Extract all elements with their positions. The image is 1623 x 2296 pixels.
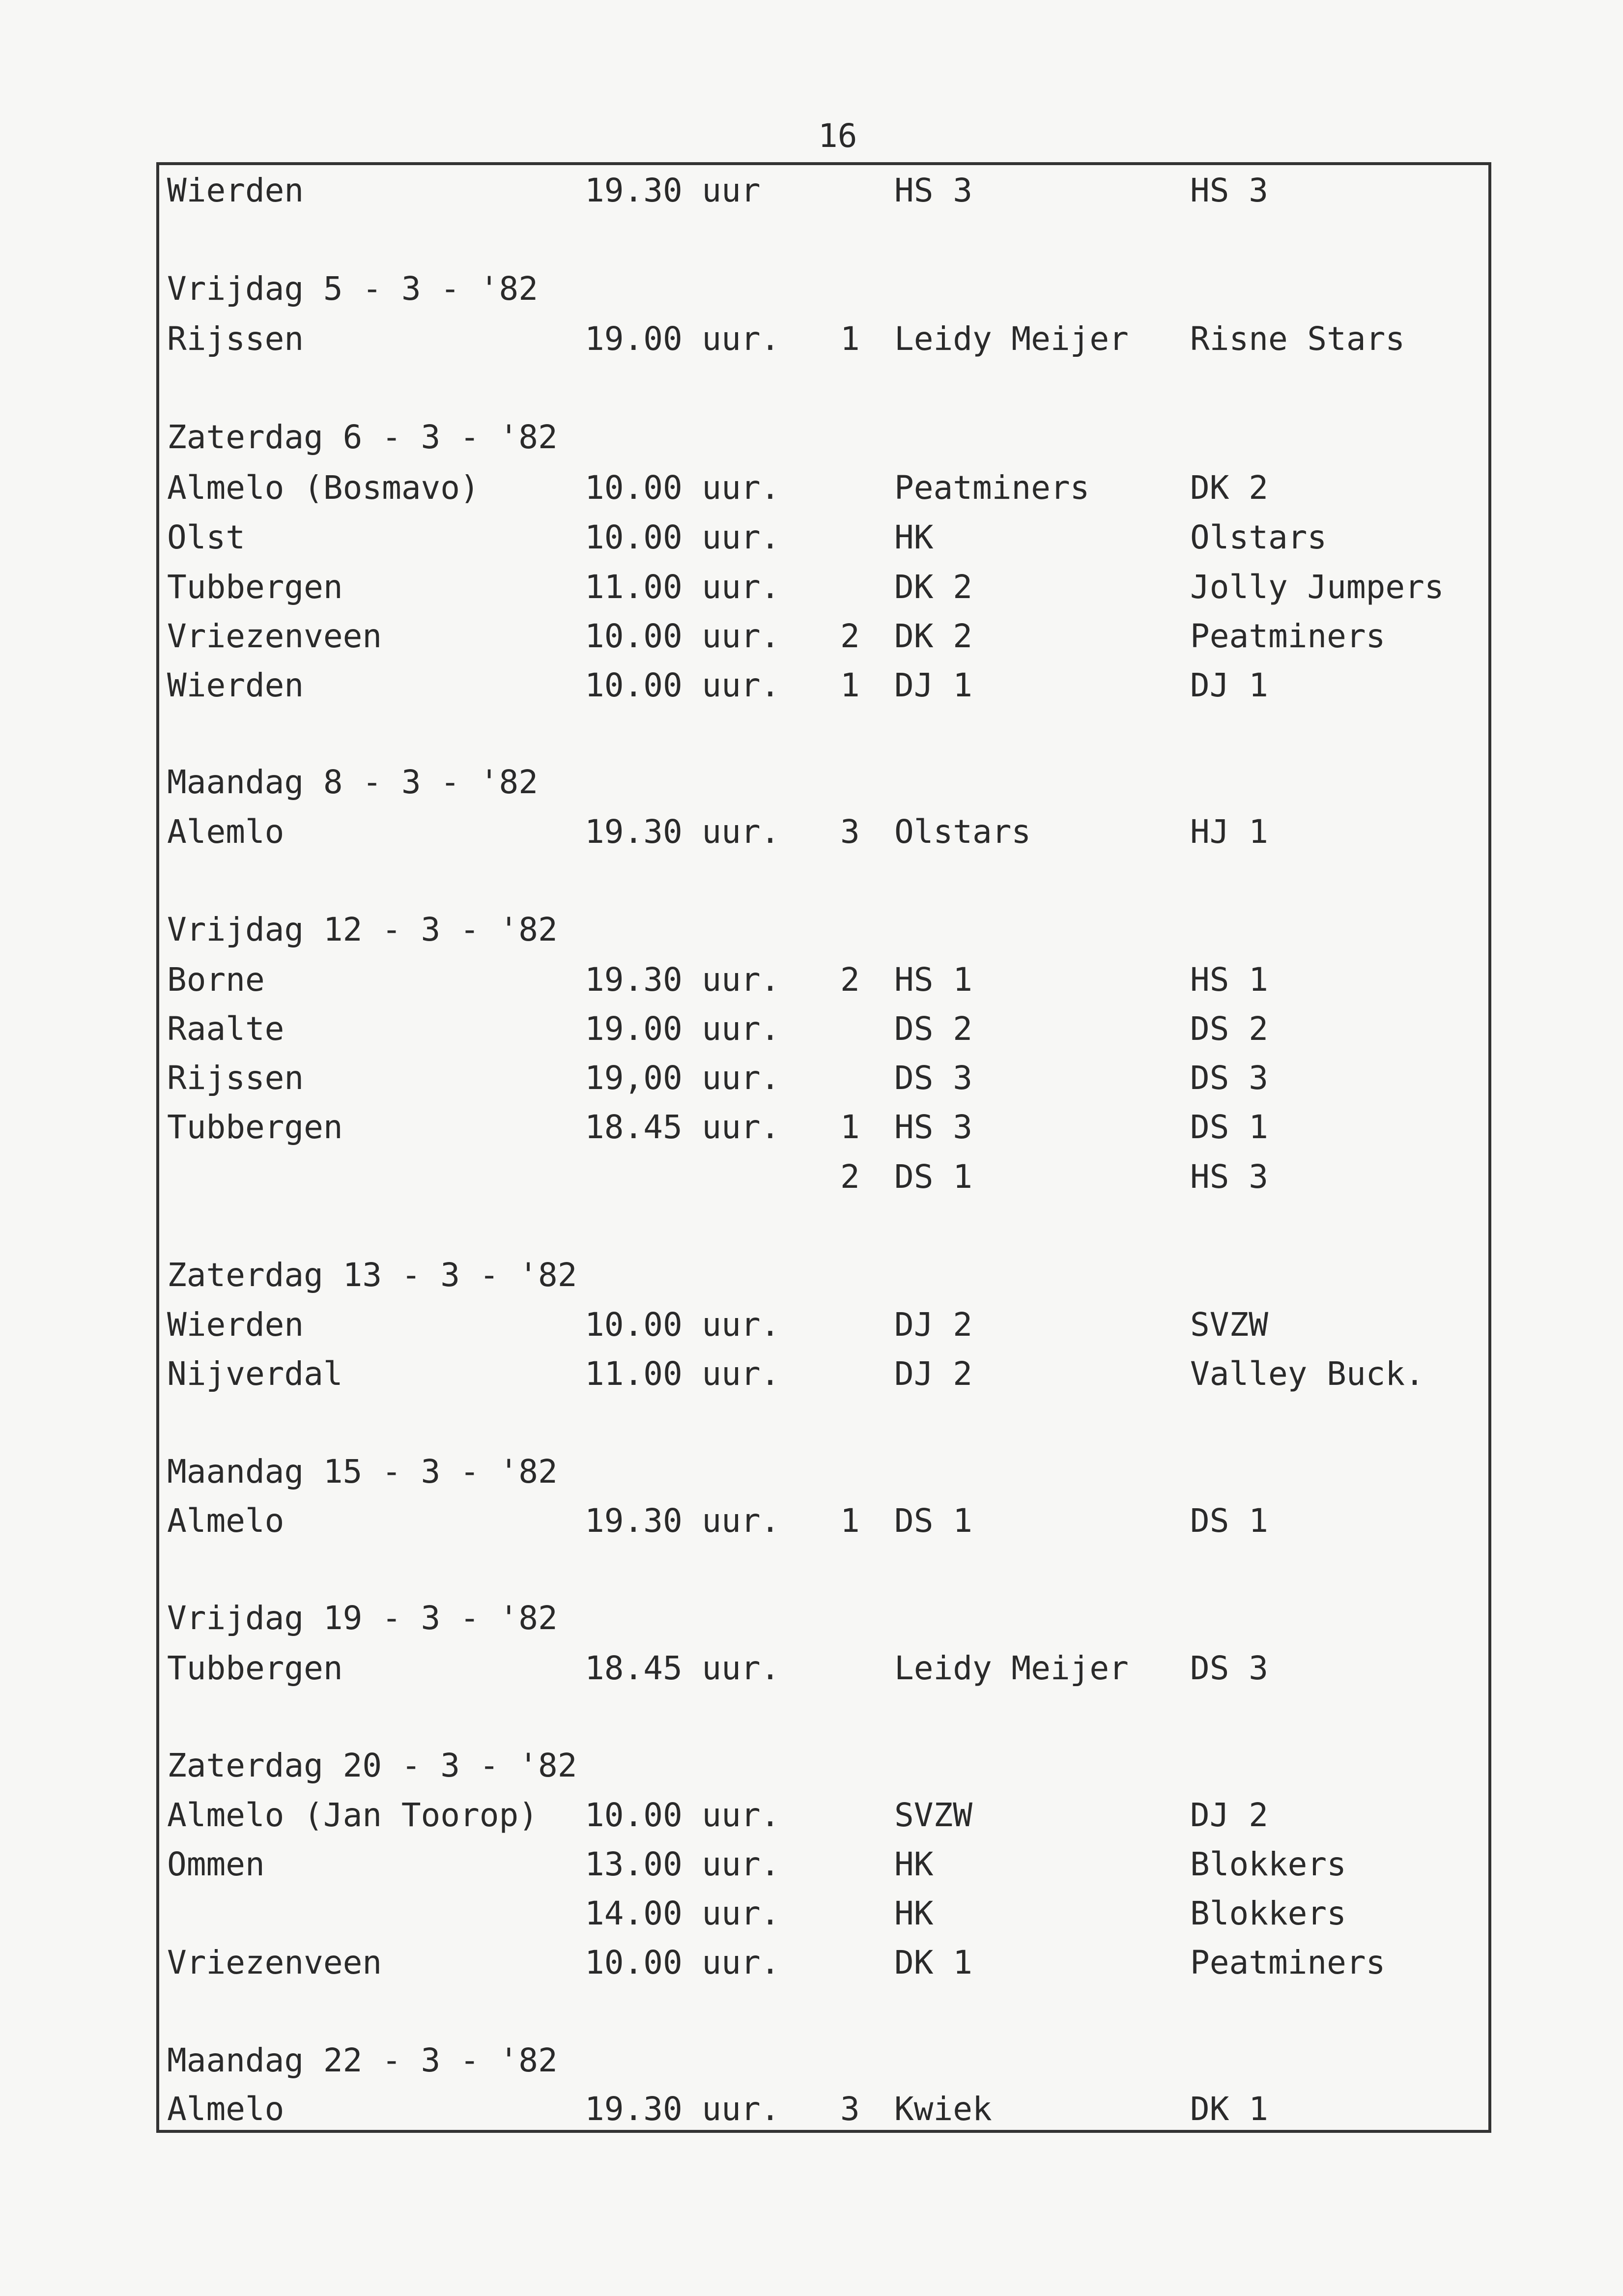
row-home-team: HK	[894, 1845, 934, 1883]
row-home-team: DS 1	[894, 1158, 972, 1196]
row-home-team: DS 3	[894, 1059, 972, 1097]
row-place: Wierden	[167, 1306, 304, 1344]
row-home-team: HK	[894, 518, 934, 556]
day-heading: Vrijdag 5 - 3 - '82	[167, 270, 538, 308]
row-home-team: HS 3	[894, 1108, 972, 1146]
row-away-team: Blokkers	[1190, 1894, 1346, 1932]
row-away-team: DS 3	[1190, 1059, 1268, 1097]
row-home-team: DS 1	[894, 1502, 972, 1540]
row-time: 10.00 uur.	[585, 518, 780, 556]
row-home-team: DJ 2	[894, 1306, 972, 1344]
row-home-team: Olstars	[894, 813, 1031, 851]
row-away-team: DJ 2	[1190, 1796, 1268, 1834]
row-number: 1	[840, 1108, 860, 1146]
row-time: 10.00 uur.	[585, 1796, 780, 1834]
row-time: 11.00 uur.	[585, 1355, 780, 1393]
row-time: 10.00 uur.	[585, 617, 780, 655]
row-time: 19.30 uur	[585, 172, 761, 209]
row-place: Tubbergen	[167, 1108, 343, 1146]
row-home-team: HK	[894, 1894, 934, 1932]
row-away-team: Valley Buck.	[1190, 1355, 1424, 1393]
row-number: 1	[840, 320, 860, 358]
row-away-team: HS 3	[1190, 172, 1268, 209]
row-number: 2	[840, 617, 860, 655]
day-heading: Zaterdag 20 - 3 - '82	[167, 1747, 577, 1784]
row-number: 2	[840, 961, 860, 999]
row-place: Ommen	[167, 1845, 265, 1883]
day-heading: Maandag 22 - 3 - '82	[167, 2041, 558, 2079]
row-number: 2	[840, 1158, 860, 1196]
row-home-team: DK 1	[894, 1944, 972, 1981]
day-heading: Maandag 15 - 3 - '82	[167, 1453, 558, 1491]
row-home-team: SVZW	[894, 1796, 972, 1834]
row-place: Rijssen	[167, 320, 304, 358]
row-away-team: DS 3	[1190, 1649, 1268, 1687]
row-time: 19.00 uur.	[585, 320, 780, 358]
row-number: 1	[840, 1502, 860, 1540]
row-home-team: Kwiek	[894, 2090, 992, 2128]
row-time: 18.45 uur.	[585, 1649, 780, 1687]
row-home-team: HS 1	[894, 961, 972, 999]
row-time: 19.30 uur.	[585, 2090, 780, 2128]
row-time: 14.00 uur.	[585, 1894, 780, 1932]
row-time: 10.00 uur.	[585, 469, 780, 507]
row-home-team: HS 3	[894, 172, 972, 209]
row-away-team: HS 3	[1190, 1158, 1268, 1196]
row-home-team: DK 2	[894, 568, 972, 606]
row-away-team: Blokkers	[1190, 1845, 1346, 1883]
row-home-team: DS 2	[894, 1010, 972, 1048]
row-away-team: DK 2	[1190, 469, 1268, 507]
row-away-team: DS 1	[1190, 1108, 1268, 1146]
row-home-team: DJ 1	[894, 666, 972, 704]
row-time: 19.30 uur.	[585, 1502, 780, 1540]
row-place: Raalte	[167, 1010, 285, 1048]
day-heading: Maandag 8 - 3 - '82	[167, 763, 538, 801]
row-place: Borne	[167, 961, 265, 999]
row-place: Tubbergen	[167, 568, 343, 606]
row-home-team: DK 2	[894, 617, 972, 655]
schedule-frame	[156, 162, 1491, 2133]
row-away-team: DJ 1	[1190, 666, 1268, 704]
row-away-team: DS 1	[1190, 1502, 1268, 1540]
row-time: 10.00 uur.	[585, 1944, 780, 1981]
row-place: Almelo (Jan Toorop)	[167, 1796, 538, 1834]
row-place: Wierden	[167, 666, 304, 704]
day-heading: Vrijdag 12 - 3 - '82	[167, 911, 558, 948]
row-time: 10.00 uur.	[585, 666, 780, 704]
row-home-team: Leidy Meijer	[894, 320, 1129, 358]
row-place: Wierden	[167, 172, 304, 209]
row-away-team: Peatminers	[1190, 617, 1386, 655]
row-place: Vriezenveen	[167, 1944, 382, 1981]
row-time: 19,00 uur.	[585, 1059, 780, 1097]
row-away-team: DS 2	[1190, 1010, 1268, 1048]
row-place: Vriezenveen	[167, 617, 382, 655]
row-away-team: HS 1	[1190, 961, 1268, 999]
row-place: Olst	[167, 518, 245, 556]
page-number: 16	[818, 117, 857, 155]
row-time: 13.00 uur.	[585, 1845, 780, 1883]
row-time: 10.00 uur.	[585, 1306, 780, 1344]
row-away-team: Risne Stars	[1190, 320, 1405, 358]
row-number: 1	[840, 666, 860, 704]
row-place: Rijssen	[167, 1059, 304, 1097]
day-heading: Vrijdag 19 - 3 - '82	[167, 1599, 558, 1637]
row-away-team: Peatminers	[1190, 1944, 1386, 1981]
row-away-team: SVZW	[1190, 1306, 1268, 1344]
row-place: Alemlo	[167, 813, 285, 851]
row-away-team: Jolly Jumpers	[1190, 568, 1444, 606]
row-place: Nijverdal	[167, 1355, 343, 1393]
row-time: 19.00 uur.	[585, 1010, 780, 1048]
row-away-team: Olstars	[1190, 518, 1327, 556]
row-home-team: Leidy Meijer	[894, 1649, 1129, 1687]
row-away-team: DK 1	[1190, 2090, 1268, 2128]
row-place: Almelo (Bosmavo)	[167, 469, 480, 507]
row-home-team: DJ 2	[894, 1355, 972, 1393]
row-time: 19.30 uur.	[585, 961, 780, 999]
row-place: Almelo	[167, 1502, 285, 1540]
row-number: 3	[840, 813, 860, 851]
row-place: Tubbergen	[167, 1649, 343, 1687]
row-time: 19.30 uur.	[585, 813, 780, 851]
row-home-team: Peatminers	[894, 469, 1090, 507]
row-number: 3	[840, 2090, 860, 2128]
day-heading: Zaterdag 13 - 3 - '82	[167, 1256, 577, 1294]
row-place: Almelo	[167, 2090, 285, 2128]
row-time: 11.00 uur.	[585, 568, 780, 606]
row-time: 18.45 uur.	[585, 1108, 780, 1146]
row-away-team: HJ 1	[1190, 813, 1268, 851]
day-heading: Zaterdag 6 - 3 - '82	[167, 418, 558, 456]
